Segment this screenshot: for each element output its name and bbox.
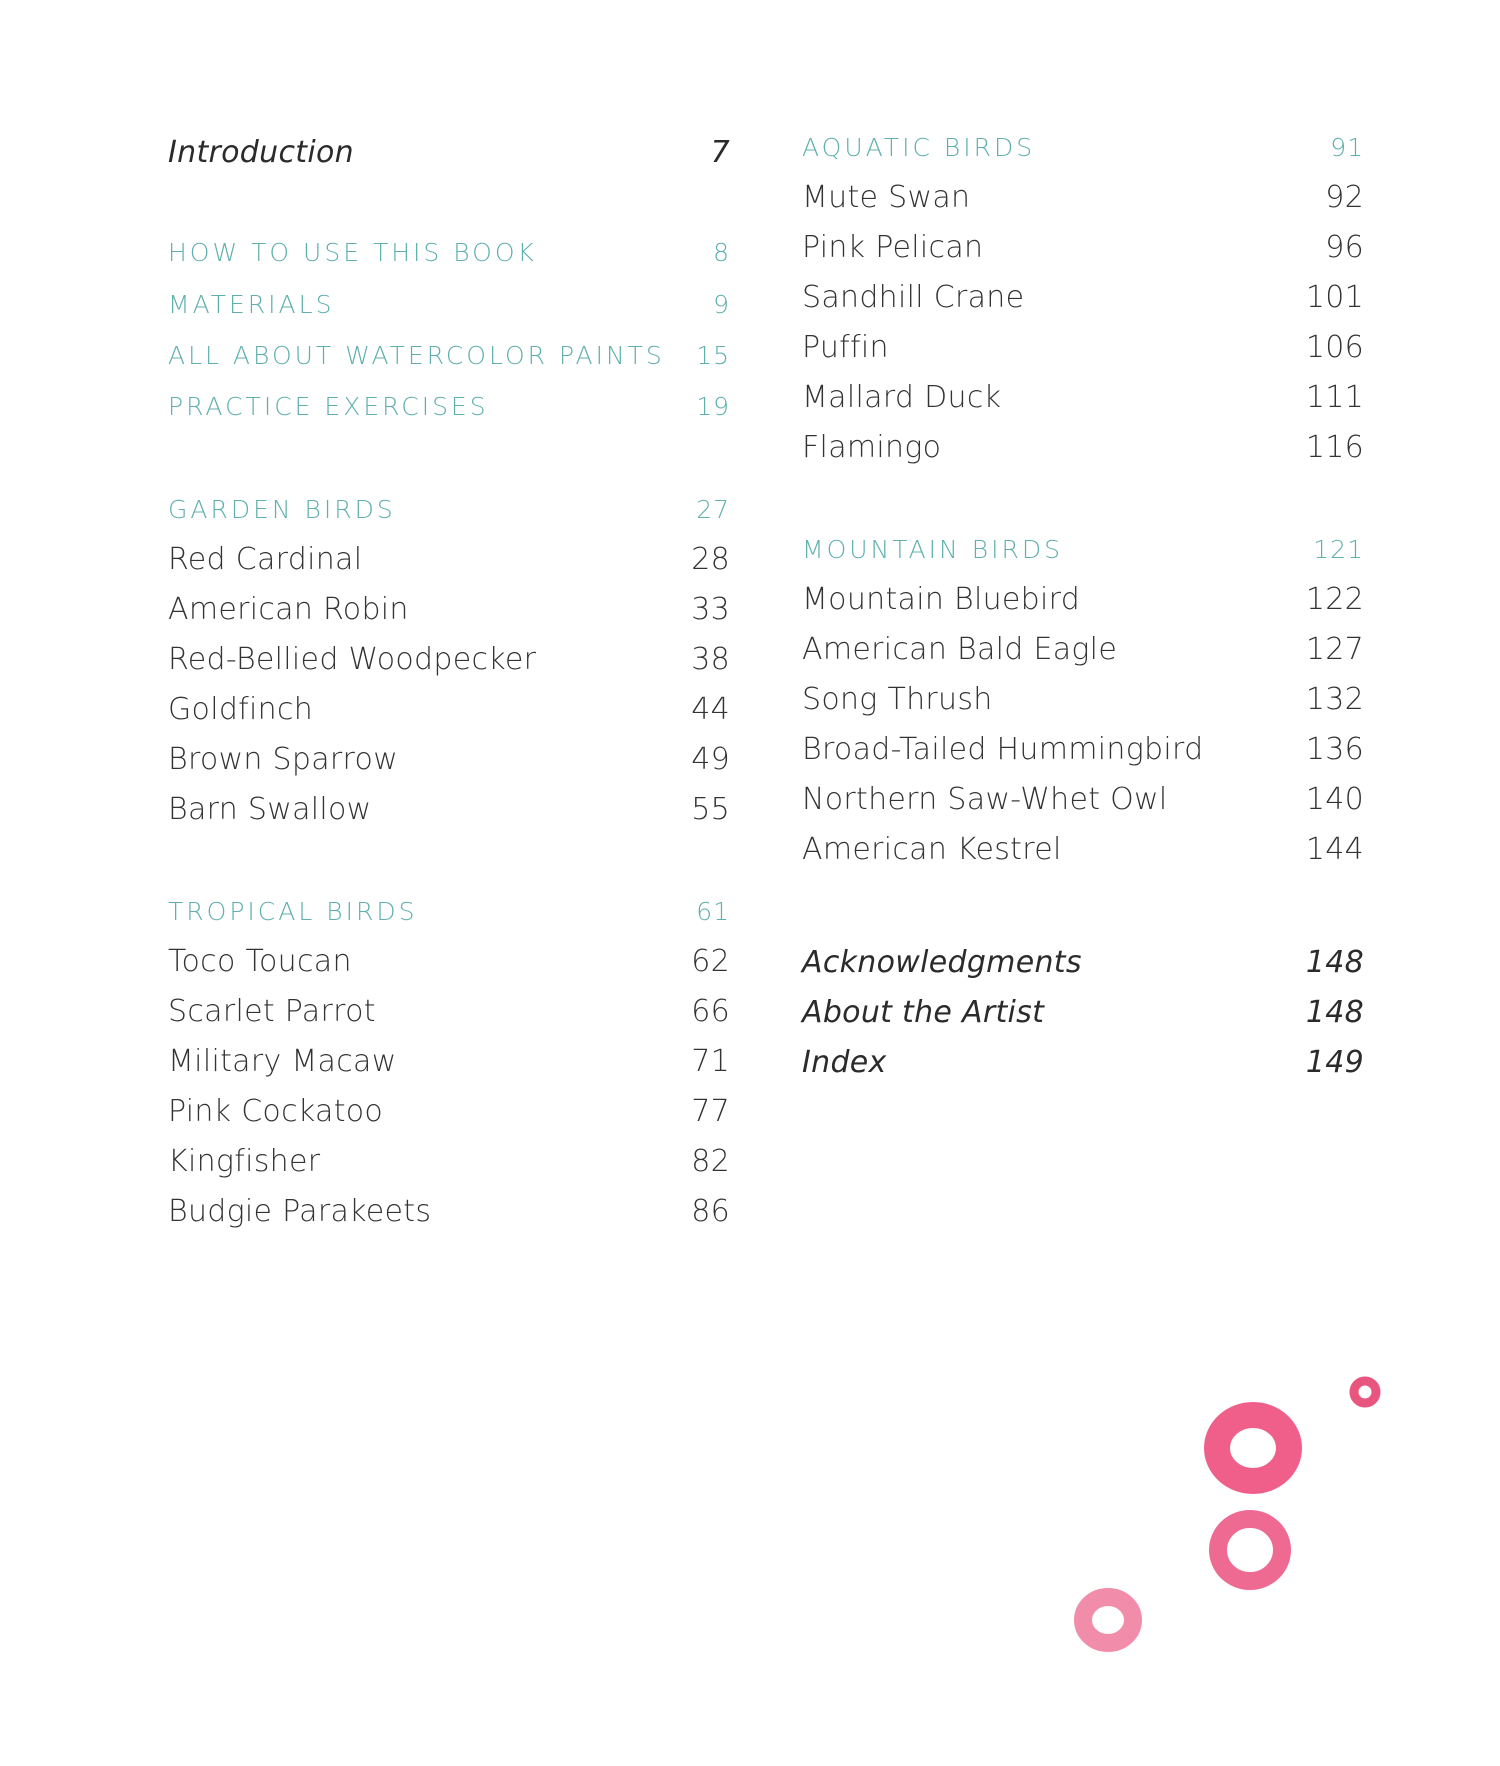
toc-entry[interactable] bbox=[802, 774, 1364, 824]
entry-title: Flamingo bbox=[802, 429, 942, 465]
entry-title: Acknowledgments bbox=[802, 944, 1082, 980]
toc-entry[interactable] bbox=[168, 734, 730, 784]
chapter-title: MOUNTAIN BIRDS bbox=[802, 534, 1063, 564]
entry-page: 44 bbox=[691, 691, 730, 727]
blot-lower-icon bbox=[1083, 1597, 1133, 1643]
toc-entry[interactable] bbox=[168, 986, 730, 1036]
entry-page: 127 bbox=[1305, 631, 1364, 667]
entry-title: Military Macaw bbox=[168, 1043, 397, 1079]
entry-page: 33 bbox=[691, 591, 730, 627]
section-page: 19 bbox=[696, 391, 730, 421]
toc-section-materials[interactable] bbox=[168, 279, 730, 329]
entry-page: 82 bbox=[691, 1143, 730, 1179]
entry-page: 96 bbox=[1325, 229, 1364, 265]
entry-title: Budgie Parakeets bbox=[168, 1193, 432, 1229]
entry-title: About the Artist bbox=[802, 994, 1045, 1030]
toc-entry[interactable] bbox=[168, 1186, 730, 1236]
blot-ring-icon bbox=[1218, 1519, 1282, 1581]
toc-section-watercolor-paints[interactable] bbox=[168, 330, 730, 380]
entry-title: Red Cardinal bbox=[168, 541, 363, 577]
entry-title: Scarlet Parrot bbox=[168, 993, 376, 1029]
entry-page: 149 bbox=[1305, 1044, 1364, 1080]
entry-page: 62 bbox=[691, 943, 730, 979]
toc-entry[interactable] bbox=[802, 624, 1364, 674]
toc-entry[interactable] bbox=[168, 784, 730, 834]
entry-title: American Robin bbox=[168, 591, 409, 627]
entry-page: 144 bbox=[1305, 831, 1364, 867]
toc-entry-introduction[interactable] bbox=[168, 127, 730, 177]
section-title: ALL ABOUT WATERCOLOR PAINTS bbox=[168, 340, 665, 370]
entry-page: 86 bbox=[691, 1193, 730, 1229]
toc-chapter-aquatic-birds[interactable] bbox=[802, 122, 1364, 172]
toc-entry[interactable] bbox=[802, 222, 1364, 272]
chapter-title: TROPICAL BIRDS bbox=[168, 896, 418, 926]
entry-page: 55 bbox=[691, 791, 730, 827]
chapter-page: 91 bbox=[1330, 132, 1364, 162]
chapter-page: 27 bbox=[696, 494, 730, 524]
entry-page: 111 bbox=[1305, 379, 1364, 415]
toc-entry[interactable] bbox=[168, 936, 730, 986]
entry-title: Mountain Bluebird bbox=[802, 581, 1081, 617]
watercolor-blots-decoration bbox=[1060, 1360, 1410, 1660]
toc-entry[interactable] bbox=[802, 574, 1364, 624]
entry-page: 140 bbox=[1305, 781, 1364, 817]
toc-entry-index[interactable] bbox=[802, 1037, 1364, 1087]
toc-entry[interactable] bbox=[168, 1036, 730, 1086]
entry-page: 122 bbox=[1305, 581, 1364, 617]
toc-entry[interactable] bbox=[168, 1136, 730, 1186]
toc-chapter-tropical-birds[interactable] bbox=[168, 886, 730, 936]
entry-title: American Bald Eagle bbox=[802, 631, 1118, 667]
entry-title: Toco Toucan bbox=[168, 943, 352, 979]
entry-page: 66 bbox=[691, 993, 730, 1029]
toc-entry[interactable] bbox=[168, 534, 730, 584]
toc-entry[interactable] bbox=[802, 372, 1364, 422]
entry-page: 28 bbox=[691, 541, 730, 577]
section-title: MATERIALS bbox=[168, 289, 335, 319]
entry-title: Brown Sparrow bbox=[168, 741, 399, 777]
entry-page: 116 bbox=[1305, 429, 1364, 465]
toc-entry[interactable] bbox=[168, 584, 730, 634]
chapter-page: 121 bbox=[1313, 534, 1364, 564]
entry-title: Sandhill Crane bbox=[802, 279, 1025, 315]
entry-page: 38 bbox=[691, 641, 730, 677]
chapter-title: AQUATIC BIRDS bbox=[802, 132, 1036, 162]
chapter-title: GARDEN BIRDS bbox=[168, 494, 396, 524]
entry-title: Pink Cockatoo bbox=[168, 1093, 384, 1129]
toc-entry-acknowledgments[interactable] bbox=[802, 937, 1364, 987]
chapter-page: 61 bbox=[696, 896, 730, 926]
entry-title: Song Thrush bbox=[802, 681, 993, 717]
toc-entry[interactable] bbox=[802, 824, 1364, 874]
section-page: 9 bbox=[713, 289, 730, 319]
entry-page: 106 bbox=[1305, 329, 1364, 365]
toc-entry[interactable] bbox=[802, 674, 1364, 724]
entry-page: 77 bbox=[691, 1093, 730, 1129]
blot-small-icon bbox=[1354, 1381, 1376, 1403]
toc-section-practice-exercises[interactable] bbox=[168, 381, 730, 431]
entry-title: Kingfisher bbox=[168, 1143, 321, 1179]
toc-entry-about-artist[interactable] bbox=[802, 987, 1364, 1037]
entry-page: 92 bbox=[1325, 179, 1364, 215]
toc-section-how-to-use[interactable] bbox=[168, 227, 730, 277]
entry-page: 49 bbox=[691, 741, 730, 777]
section-title: HOW TO USE THIS BOOK bbox=[168, 237, 537, 267]
entry-title: Broad-Tailed Hummingbird bbox=[802, 731, 1204, 767]
entry-page: 148 bbox=[1305, 944, 1364, 980]
entry-page: 148 bbox=[1305, 994, 1364, 1030]
toc-entry[interactable] bbox=[168, 634, 730, 684]
entry-page: 132 bbox=[1305, 681, 1364, 717]
section-page: 8 bbox=[713, 237, 730, 267]
entry-title: Mute Swan bbox=[802, 179, 971, 215]
toc-chapter-mountain-birds[interactable] bbox=[802, 524, 1364, 574]
entry-page: 71 bbox=[691, 1043, 730, 1079]
entry-title: Pink Pelican bbox=[802, 229, 984, 265]
entry-page: 136 bbox=[1305, 731, 1364, 767]
entry-title: Puffin bbox=[802, 329, 889, 365]
toc-entry[interactable] bbox=[168, 684, 730, 734]
entry-title: Northern Saw-Whet Owl bbox=[802, 781, 1168, 817]
toc-entry[interactable] bbox=[802, 724, 1364, 774]
entry-title: Goldfinch bbox=[168, 691, 314, 727]
entry-page: 7 bbox=[710, 134, 730, 170]
entry-page: 101 bbox=[1305, 279, 1364, 315]
toc-entry[interactable] bbox=[802, 322, 1364, 372]
entry-title: Red-Bellied Woodpecker bbox=[168, 641, 537, 677]
toc-entry[interactable] bbox=[802, 422, 1364, 472]
toc-entry[interactable] bbox=[802, 272, 1364, 322]
entry-title: American Kestrel bbox=[802, 831, 1062, 867]
toc-entry[interactable] bbox=[802, 172, 1364, 222]
entry-title: Barn Swallow bbox=[168, 791, 372, 827]
entry-title: Mallard Duck bbox=[802, 379, 1002, 415]
toc-entry[interactable] bbox=[168, 1086, 730, 1136]
blot-large-icon bbox=[1217, 1415, 1289, 1481]
entry-title: Index bbox=[802, 1044, 887, 1080]
section-page: 15 bbox=[696, 340, 730, 370]
toc-left-column bbox=[168, 0, 730, 1766]
entry-title: Introduction bbox=[168, 134, 354, 170]
toc-chapter-garden-birds[interactable] bbox=[168, 484, 730, 534]
section-title: PRACTICE EXERCISES bbox=[168, 391, 489, 421]
